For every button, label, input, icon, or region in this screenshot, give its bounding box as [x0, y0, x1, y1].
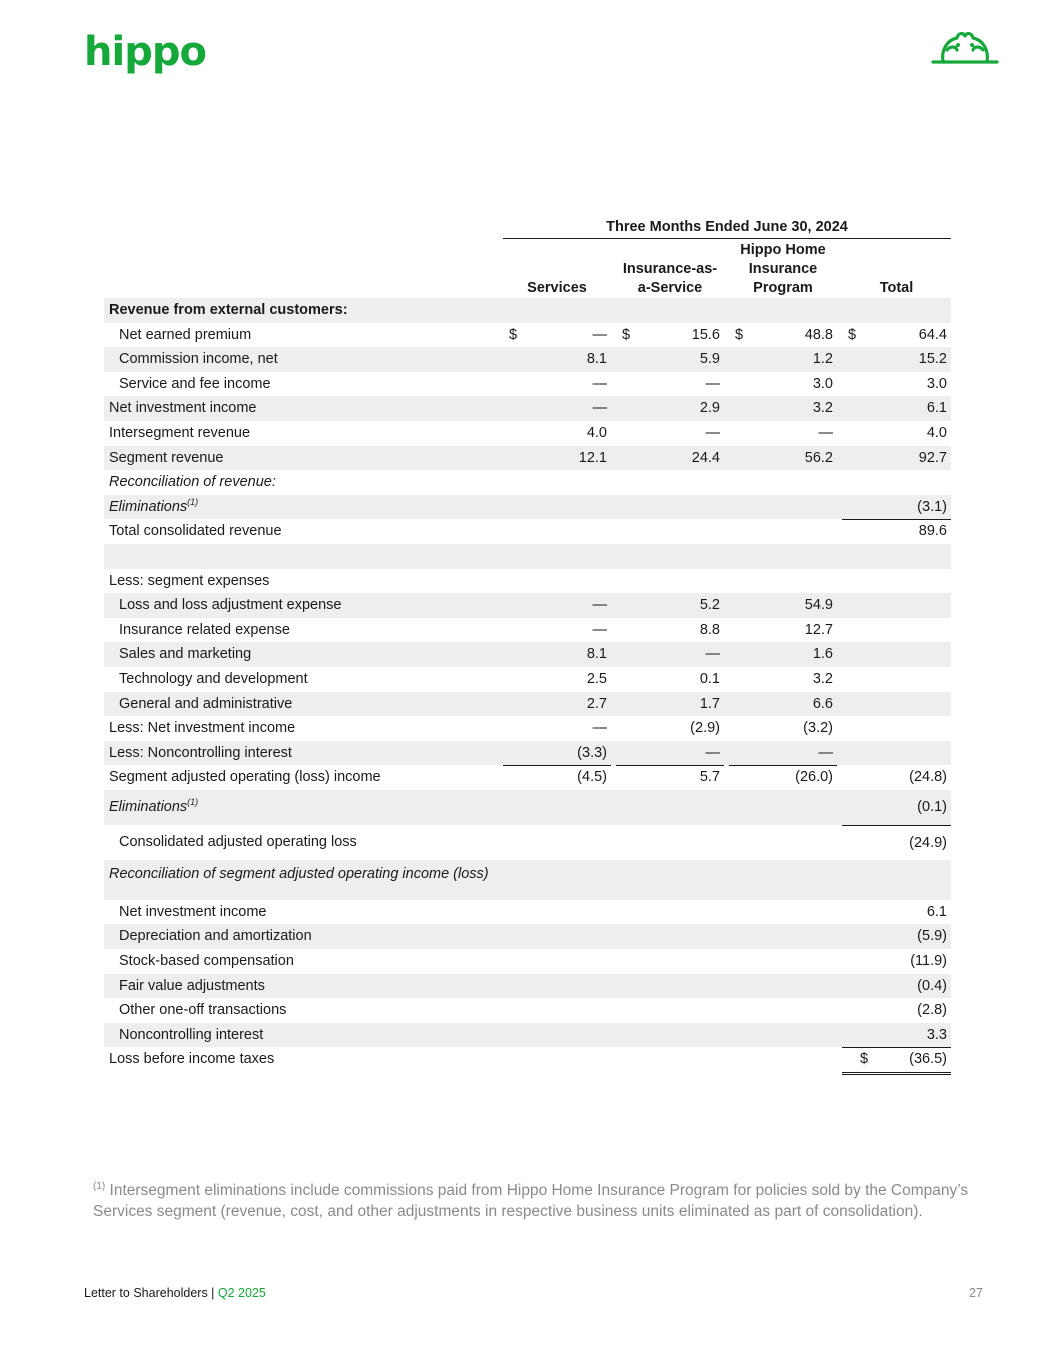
cell-value: 5.9	[699, 351, 720, 368]
table-cell	[729, 372, 837, 397]
cell-value: (3.1)	[917, 498, 947, 515]
cell-value: 1.2	[812, 351, 833, 368]
row-label-text: Sales and marketing	[119, 646, 252, 663]
table-cell	[729, 396, 837, 421]
table-row	[104, 860, 951, 900]
table-cell	[729, 446, 837, 471]
footnote-text: Intersegment eliminations include commissions paid from Hippo Home Insurance Program for policies sold by the Company’s Services segment (revenue, cost, and other adjustments in respective business units eliminated as part of consolidation).	[93, 1182, 969, 1220]
cell-value: 2.7	[586, 695, 607, 712]
col-hhip-label: Hippo Home Insurance Program	[740, 242, 826, 296]
table-cell	[729, 569, 837, 594]
table-cell	[503, 790, 611, 825]
cell-value: 15.2	[918, 351, 947, 368]
footnote-ref: (1)	[187, 797, 199, 808]
cell-value: 4.0	[926, 424, 947, 441]
table-cell	[842, 421, 951, 447]
table-cell	[503, 569, 611, 594]
period-header: Three Months Ended June 30, 2024	[503, 214, 951, 239]
hippo-mascot-icon	[930, 28, 1000, 66]
row-label-text: Total consolidated revenue	[109, 523, 282, 540]
cell-value: 4.0	[586, 424, 607, 441]
table-cell	[842, 825, 951, 861]
table-cell	[842, 642, 951, 667]
table-cell	[729, 323, 837, 348]
row-label-text: Stock-based compensation	[119, 953, 294, 970]
col-iaas-label: Insurance-as- a-Service	[622, 261, 718, 296]
row-label	[119, 692, 292, 717]
cell-value: 56.2	[804, 449, 833, 466]
table-row	[104, 421, 951, 446]
cell-value: (3.3)	[577, 744, 607, 761]
cell-value: 1.6	[812, 646, 833, 663]
cell-value: (11.9)	[910, 953, 947, 970]
dollar-sign: $	[860, 1051, 869, 1068]
row-label	[109, 860, 489, 888]
cell-value: —	[592, 375, 607, 392]
table-row	[104, 347, 951, 372]
table-row	[104, 974, 951, 999]
row-label-text: Reconciliation of revenue:	[109, 474, 276, 491]
table-row	[104, 495, 951, 520]
table-row	[104, 446, 951, 471]
table-row	[104, 323, 951, 348]
row-label-text: Consolidated adjusted operating loss	[119, 833, 357, 850]
table-cell	[616, 900, 724, 925]
cell-value: 5.2	[699, 597, 720, 614]
table-cell	[616, 692, 724, 717]
dollar-sign: $	[509, 326, 518, 343]
row-label	[109, 298, 348, 323]
table-cell	[729, 667, 837, 692]
cell-value: (0.4)	[917, 977, 947, 994]
table-cell	[503, 372, 611, 397]
table-cell	[503, 998, 611, 1023]
table-cell	[616, 544, 724, 569]
table-cell	[503, 347, 611, 372]
dollar-sign: $	[622, 326, 631, 343]
table-cell	[729, 470, 837, 495]
cell-value: 8.8	[699, 621, 720, 638]
row-label	[119, 825, 357, 860]
table-cell	[842, 998, 951, 1023]
table-cell	[503, 716, 611, 741]
cell-value: 6.1	[926, 903, 947, 920]
cell-value: —	[818, 744, 833, 761]
cell-value: —	[705, 375, 720, 392]
table-cell	[842, 900, 951, 925]
cell-value: 1.7	[699, 695, 720, 712]
table-cell	[616, 949, 724, 974]
row-label	[109, 421, 250, 446]
row-label-text: Eliminations	[109, 498, 188, 515]
table-cell	[616, 825, 724, 860]
table-cell	[729, 421, 837, 447]
cell-value: 6.6	[812, 695, 833, 712]
row-label	[109, 495, 198, 520]
table-cell	[842, 790, 951, 825]
table-cell	[729, 593, 837, 618]
table-cell	[616, 421, 724, 447]
table-cell	[729, 495, 837, 520]
cell-value: (4.5)	[577, 769, 607, 786]
cell-value: (36.5)	[909, 1051, 947, 1068]
table-row	[104, 716, 951, 741]
footnote-ref: (1)	[187, 496, 199, 507]
table-cell	[503, 470, 611, 495]
table-cell	[503, 949, 611, 974]
table-cell	[503, 495, 611, 520]
cell-value: 64.4	[918, 326, 947, 343]
table-cell	[616, 495, 724, 520]
row-label-text: Reconciliation of segment adjusted operating income (loss)	[109, 865, 489, 882]
col-services	[503, 244, 611, 299]
table-cell	[729, 519, 837, 544]
table-row	[104, 396, 951, 421]
table-row	[104, 949, 951, 974]
row-label	[109, 569, 269, 594]
row-label-text: Depreciation and amortization	[119, 928, 312, 945]
table-row	[104, 900, 951, 925]
row-label-text: Net earned premium	[119, 326, 252, 343]
table-cell	[616, 569, 724, 594]
table-cell	[842, 949, 951, 974]
cell-value: —	[818, 424, 833, 441]
row-label-text: Technology and development	[119, 670, 308, 687]
table-cell	[842, 323, 951, 348]
col-total	[842, 244, 951, 299]
row-label-text: Net investment income	[109, 400, 257, 417]
row-label	[119, 593, 341, 618]
table-row	[104, 519, 951, 544]
table-cell	[503, 593, 611, 618]
table-cell	[842, 396, 951, 421]
row-label-text: Revenue from external customers:	[109, 302, 348, 318]
cell-value: 3.2	[812, 670, 833, 687]
row-label-text: Segment revenue	[109, 449, 224, 466]
table-cell	[616, 347, 724, 372]
table-cell	[503, 519, 611, 544]
footnote-marker: (1)	[93, 1180, 106, 1192]
cell-value: 2.9	[699, 400, 720, 417]
table-cell	[729, 900, 837, 925]
table-cell	[842, 741, 951, 766]
cell-value: 89.6	[918, 523, 947, 540]
table-cell	[503, 1047, 611, 1072]
table-cell	[503, 1023, 611, 1048]
table-cell	[616, 323, 724, 348]
row-label	[119, 372, 271, 397]
table-cell	[729, 949, 837, 974]
table-cell	[842, 1047, 951, 1075]
table-cell	[729, 642, 837, 667]
table-row	[104, 569, 951, 594]
table-cell	[842, 860, 951, 900]
table-cell	[616, 998, 724, 1023]
table-row	[104, 470, 951, 495]
table-cell	[616, 974, 724, 999]
table-row	[104, 667, 951, 692]
table-cell	[616, 519, 724, 544]
table-row	[104, 825, 951, 860]
table-row	[104, 593, 951, 618]
row-label-text: Other one-off transactions	[119, 1002, 287, 1019]
table-cell	[729, 765, 837, 790]
cell-value: 5.7	[699, 769, 720, 786]
table-row	[104, 1023, 951, 1048]
table-cell	[842, 446, 951, 471]
table-row	[104, 765, 951, 790]
table-row	[104, 544, 951, 569]
table-cell	[842, 347, 951, 372]
row-label	[119, 347, 278, 372]
table-cell	[616, 372, 724, 397]
table-cell	[729, 825, 837, 860]
cell-value: 12.7	[804, 621, 833, 638]
table-cell	[729, 790, 837, 825]
cell-value: (3.2)	[803, 720, 833, 737]
row-label-text: Fair value adjustments	[119, 977, 265, 994]
row-label	[109, 446, 223, 471]
row-label-text: Loss before income taxes	[109, 1051, 275, 1068]
cell-value: —	[705, 744, 720, 761]
table-cell	[842, 593, 951, 618]
table-cell	[503, 396, 611, 421]
row-label-text: Service and fee income	[119, 375, 271, 392]
table-cell	[616, 790, 724, 825]
cell-value: (24.9)	[909, 834, 947, 851]
dollar-sign: $	[735, 326, 744, 343]
table-cell	[616, 1023, 724, 1048]
table-cell	[616, 924, 724, 949]
table-row	[104, 1047, 951, 1072]
row-label	[119, 949, 294, 974]
cell-value: 3.3	[926, 1026, 947, 1043]
table-cell	[503, 446, 611, 471]
table-cell	[616, 642, 724, 667]
table-cell	[729, 998, 837, 1023]
table-cell	[729, 974, 837, 999]
cell-value: 0.1	[699, 670, 720, 687]
row-label-text: Insurance related expense	[119, 621, 290, 638]
table-cell	[616, 396, 724, 421]
row-label	[109, 1047, 274, 1072]
table-row	[104, 298, 951, 323]
table-cell	[729, 347, 837, 372]
row-label-text: General and administrative	[119, 695, 293, 712]
row-label	[119, 900, 266, 925]
table-cell	[616, 298, 724, 323]
row-label	[119, 924, 312, 949]
cell-value: (24.8)	[909, 769, 947, 786]
table-cell	[729, 1023, 837, 1048]
table-cell	[503, 765, 611, 790]
table-cell	[842, 495, 951, 521]
footnote	[93, 1180, 973, 1222]
table-row	[104, 618, 951, 643]
cell-value: (5.9)	[917, 928, 947, 945]
table-cell	[616, 765, 724, 790]
table-cell	[842, 298, 951, 323]
table-cell	[729, 692, 837, 717]
cell-value: 48.8	[804, 326, 833, 343]
row-label-text: Eliminations	[109, 798, 188, 815]
footer-quarter: Q2 2025	[217, 1286, 266, 1300]
col-services-label: Services	[527, 280, 587, 296]
table-cell	[616, 618, 724, 643]
table-cell	[503, 860, 611, 900]
cell-value: —	[592, 621, 607, 638]
cell-value: 24.4	[691, 449, 720, 466]
table-row	[104, 692, 951, 717]
cell-value: 6.1	[926, 400, 947, 417]
cell-value: 3.2	[812, 400, 833, 417]
table-cell	[616, 593, 724, 618]
cell-value: (2.9)	[690, 720, 720, 737]
cell-value: —	[592, 400, 607, 417]
table-cell	[842, 372, 951, 397]
table-row	[104, 642, 951, 667]
row-label	[119, 618, 290, 643]
cell-value: 3.0	[926, 375, 947, 392]
cell-value: —	[592, 597, 607, 614]
row-label-text: Noncontrolling interest	[119, 1026, 264, 1043]
table-cell	[503, 924, 611, 949]
row-label	[119, 998, 286, 1023]
table-cell	[503, 618, 611, 643]
col-iaas	[616, 244, 724, 299]
cell-value: (2.8)	[917, 1002, 947, 1019]
cell-value: 15.6	[691, 326, 720, 343]
hippo-logo: hippo	[84, 29, 206, 75]
table-cell	[842, 519, 951, 547]
table-row	[104, 790, 951, 825]
cell-value: (26.0)	[795, 769, 833, 786]
cell-value: —	[592, 720, 607, 737]
row-label-text: Net investment income	[119, 903, 267, 920]
cell-value: 3.0	[812, 375, 833, 392]
page-number: 27	[969, 1286, 983, 1300]
row-label	[119, 974, 265, 999]
table-cell	[729, 544, 837, 569]
row-label	[109, 396, 256, 421]
row-label-text: Segment adjusted operating (loss) income	[109, 769, 381, 786]
table-cell	[842, 765, 951, 790]
footer-label: Letter to Shareholders |	[84, 1286, 218, 1300]
cell-value: 12.1	[578, 449, 607, 466]
col-total-label: Total	[879, 280, 914, 296]
table-cell	[842, 618, 951, 643]
table-cell	[842, 716, 951, 741]
cell-value: —	[705, 424, 720, 441]
table-body	[104, 298, 951, 1072]
table-cell	[503, 900, 611, 925]
table-cell	[616, 446, 724, 471]
table-cell	[616, 1047, 724, 1072]
table-cell	[842, 569, 951, 594]
cell-value: 92.7	[918, 449, 947, 466]
row-label-text: Intersegment revenue	[109, 424, 251, 441]
table-cell	[729, 860, 837, 900]
cell-value: —	[592, 326, 607, 343]
row-label	[119, 323, 251, 348]
table-cell	[842, 544, 951, 569]
row-label-text: Less: Net investment income	[109, 720, 296, 737]
col-hhip	[729, 244, 837, 299]
table-cell	[729, 298, 837, 323]
table-cell	[842, 667, 951, 692]
table-cell	[503, 421, 611, 447]
cell-value: (0.1)	[917, 798, 947, 815]
table-cell	[616, 716, 724, 741]
table-cell	[503, 323, 611, 348]
table-cell	[503, 642, 611, 667]
footer-title	[84, 1286, 266, 1300]
table-cell	[729, 741, 837, 767]
table-cell	[729, 1047, 837, 1072]
table-cell	[503, 667, 611, 692]
cell-value: 8.1	[586, 351, 607, 368]
table-cell	[842, 1023, 951, 1049]
row-label	[119, 642, 251, 667]
row-label	[109, 470, 276, 495]
row-label	[109, 765, 381, 790]
table-cell	[503, 298, 611, 323]
table-cell	[842, 470, 951, 495]
table-cell	[616, 470, 724, 495]
row-label	[109, 741, 292, 766]
cell-value: —	[705, 646, 720, 663]
table-cell	[503, 825, 611, 860]
row-label-text: Commission income, net	[119, 351, 278, 368]
row-label	[109, 716, 295, 741]
row-label	[119, 1023, 263, 1048]
row-label	[119, 667, 308, 692]
table-cell	[729, 924, 837, 949]
table-row	[104, 998, 951, 1023]
table-cell	[503, 974, 611, 999]
table-cell	[842, 924, 951, 949]
cell-value: 2.5	[586, 670, 607, 687]
table-cell	[729, 716, 837, 741]
table-cell	[503, 692, 611, 717]
table-cell	[503, 741, 611, 767]
row-label	[109, 790, 198, 825]
table-cell	[616, 667, 724, 692]
table-cell	[729, 618, 837, 643]
row-label-text: Loss and loss adjustment expense	[119, 597, 342, 614]
table-row	[104, 924, 951, 949]
table-cell	[503, 544, 611, 569]
row-label	[109, 519, 282, 544]
table-cell	[616, 741, 724, 767]
table-cell	[842, 692, 951, 717]
cell-value: 8.1	[586, 646, 607, 663]
dollar-sign: $	[848, 326, 857, 343]
row-label-text: Less: Noncontrolling interest	[109, 744, 292, 761]
table-row	[104, 741, 951, 766]
cell-value: 54.9	[804, 597, 833, 614]
table-row	[104, 372, 951, 397]
table-cell	[842, 974, 951, 999]
table-cell	[616, 860, 724, 900]
row-label-text: Less: segment expenses	[109, 572, 270, 589]
